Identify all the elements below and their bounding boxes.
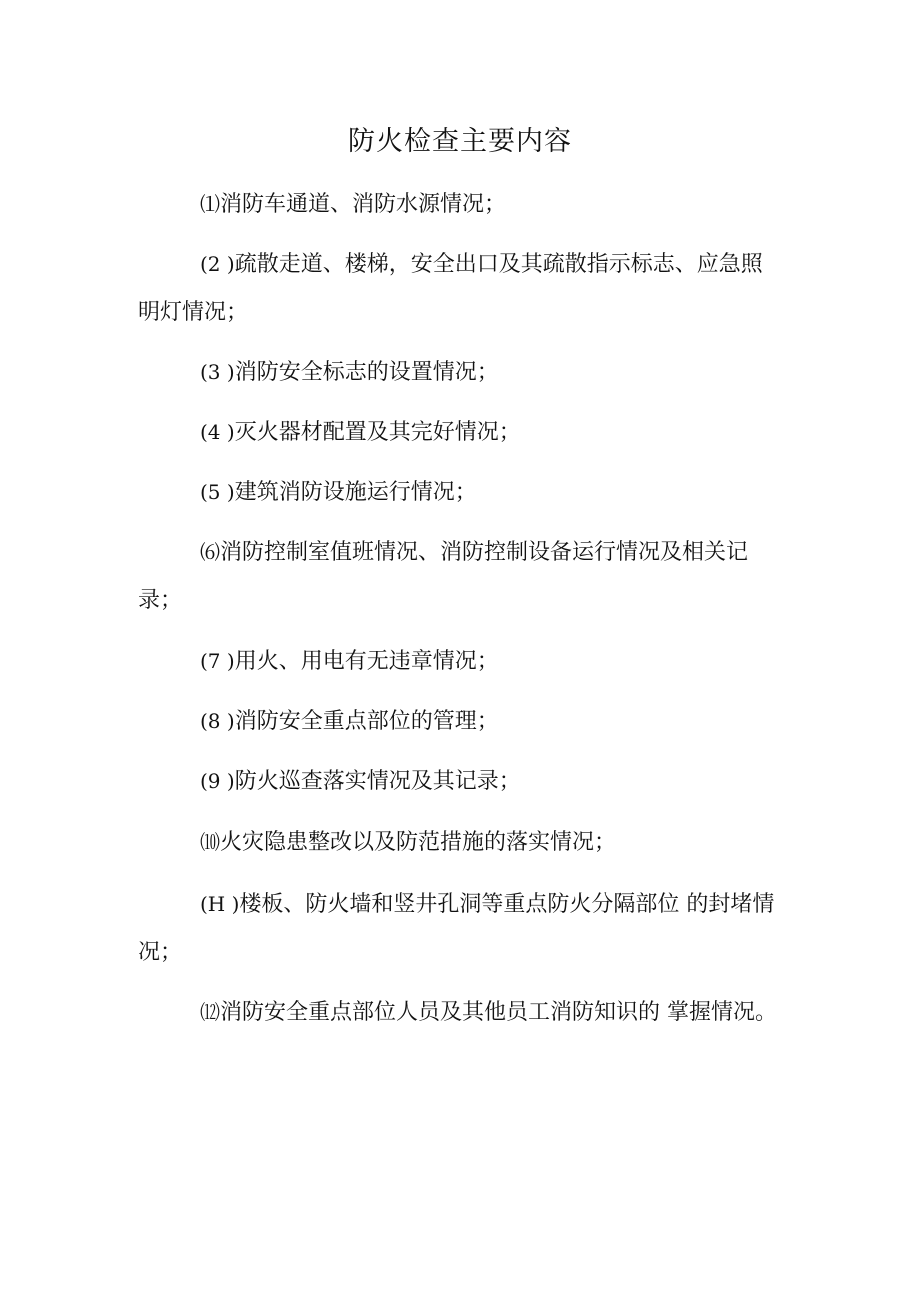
list-item-6 xyxy=(138,528,778,625)
item-number: ⑹ xyxy=(200,540,220,564)
item-number: (5 ) xyxy=(200,480,235,504)
item-text: 楼板、防火墙和竖井孔洞等重点防火分隔部位 的封堵情况； xyxy=(138,892,775,965)
item-number: (2 ) xyxy=(200,252,235,276)
item-text: 消防安全重点部位人员及其他员工消防知识的 掌握情况。 xyxy=(220,1000,777,1025)
list-item-4 xyxy=(138,408,778,457)
item-number: (7 ) xyxy=(200,649,235,673)
item-text: 消防安全重点部位的管理； xyxy=(234,709,499,734)
item-text: 防火巡查落实情况及其记录； xyxy=(234,769,521,794)
list-item-10 xyxy=(138,818,778,867)
list-item-11 xyxy=(138,880,778,977)
item-text: 消防安全标志的设置情况； xyxy=(234,360,499,385)
item-text: 消防车通道、消防水源情况； xyxy=(220,192,507,217)
list-item-12 xyxy=(138,988,778,1037)
list-item-8 xyxy=(138,697,778,746)
list-item-7 xyxy=(138,637,778,686)
item-text: 建筑消防设施运行情况； xyxy=(234,480,477,505)
item-text: 消防控制室值班情况、消防控制设备运行情况及相关记录； xyxy=(138,540,749,613)
item-number: (3 ) xyxy=(200,360,235,384)
item-text: 疏散走道、楼梯，安全出口及其疏散指示标志、应急照明灯情况； xyxy=(138,252,763,325)
item-number: (H ) xyxy=(200,892,240,916)
list-item-2 xyxy=(138,240,778,337)
list-item-1 xyxy=(138,180,778,229)
item-number: (8 ) xyxy=(200,709,235,733)
item-number: (9 ) xyxy=(200,769,235,793)
item-text: 用火、用电有无违章情况； xyxy=(234,649,499,674)
item-number: ⑴ xyxy=(200,192,220,216)
item-text: 灭火器材配置及其完好情况； xyxy=(234,420,521,445)
page-title: 防火检查主要内容 xyxy=(348,126,572,157)
list-item-9 xyxy=(138,757,778,806)
list-item-5 xyxy=(138,468,778,517)
item-text: 火灾隐患整改以及防范措施的落实情况； xyxy=(220,830,617,855)
item-number: ⑽ xyxy=(200,830,220,854)
item-number: (4 ) xyxy=(200,420,235,444)
list-item-3 xyxy=(138,348,778,397)
item-number: ⑿ xyxy=(200,1000,220,1024)
